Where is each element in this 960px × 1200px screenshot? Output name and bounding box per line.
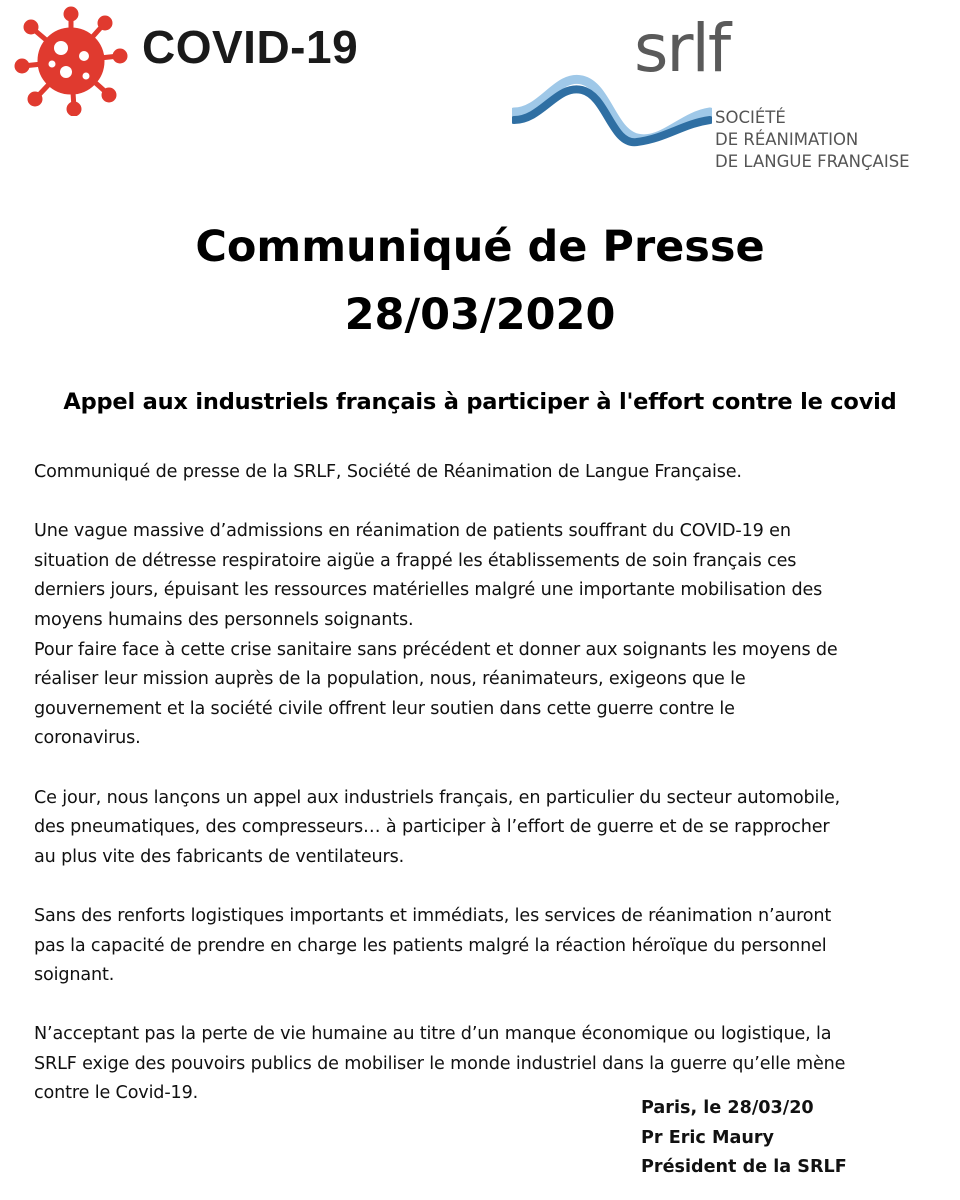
virus-icon — [14, 6, 129, 116]
srlf-wordmark: srlf — [634, 10, 730, 87]
signature-place-date: Paris, le 28/03/20 — [641, 1098, 814, 1118]
body-line: SRLF exige des pouvoirs publics de mobiliser le monde industriel dans la guerre qu’elle mène — [34, 1053, 846, 1074]
body-line: gouvernement et la société civile offrent leur soutien dans cette guerre contre le — [34, 698, 735, 719]
covid-logo-text: COVID-19 — [142, 21, 359, 73]
body-line: situation de détresse respiratoire aigüe a frappé les établissements de soin français ces — [34, 550, 797, 571]
body-line: pas la capacité de prendre en charge les patients malgré la réaction héroïque du personnel — [34, 935, 827, 956]
body-line: N’acceptant pas la perte de vie humaine au titre d’un manque économique ou logistique, la — [34, 1024, 832, 1045]
body-line: moyens humains des personnels soignants. — [34, 609, 414, 630]
body-line: soignant. — [34, 965, 115, 986]
body-line: derniers jours, épuisant les ressources matérielles malgré une importante mobilisation des — [34, 580, 823, 601]
body-line: Une vague massive d’admissions en réanimation de patients souffrant du COVID-19 en — [34, 521, 791, 542]
press-release-body — [34, 458, 934, 1109]
page-title-date: 28/03/2020 — [344, 290, 616, 340]
srlf-subtitle-line: DE RÉANIMATION — [715, 130, 859, 149]
srlf-subtitle-line: SOCIÉTÉ — [715, 108, 786, 127]
signature-block — [641, 1094, 847, 1183]
body-line: Pour faire face à cette crise sanitaire sans précédent et donner aux soignants les moyens de — [34, 639, 838, 660]
covid-logo — [14, 6, 414, 116]
body-line: Sans des renforts logistiques importants et immédiats, les services de réanimation n’auront — [34, 905, 832, 926]
body-line: Ce jour, nous lançons un appel aux industriels français, en particulier du secteur automobile, — [34, 787, 841, 808]
srlf-subtitle-line: DE LANGUE FRANÇAISE — [715, 152, 910, 171]
body-line: Communiqué de presse de la SRLF, Société de Réanimation de Langue Française. — [34, 462, 742, 482]
document-subtitle: Appel aux industriels français à participer à l'effort contre le covid — [63, 389, 897, 415]
signature-name: Pr Eric Maury — [641, 1127, 775, 1148]
srlf-logo-subtitle — [715, 107, 910, 173]
body-line: coronavirus. — [34, 728, 141, 749]
body-line: au plus vite des fabricants de ventilateurs. — [34, 846, 405, 867]
page-title: Communiqué de Presse — [195, 222, 765, 272]
body-line: réaliser leur mission auprès de la population, nous, réanimateurs, exigeons que le — [34, 669, 746, 690]
signature-role: Président de la SRLF — [641, 1157, 847, 1177]
body-line: contre le Covid-19. — [34, 1083, 199, 1104]
body-line: des pneumatiques, des compresseurs… à participer à l’effort de guerre et de se rapprocher — [34, 817, 830, 838]
srlf-logo — [512, 10, 932, 182]
